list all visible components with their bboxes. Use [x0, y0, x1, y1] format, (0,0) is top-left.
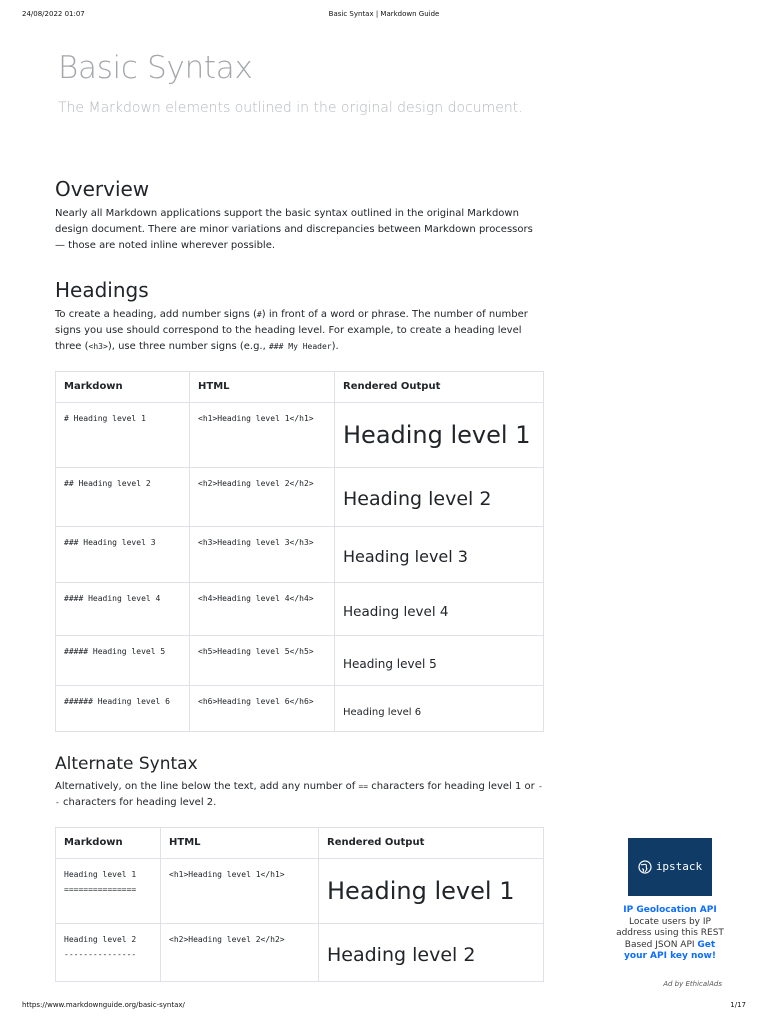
- rendered-heading-3: Heading level 3: [343, 547, 468, 566]
- output-cell: [335, 527, 544, 583]
- print-url: https://www.markdownguide.org/basic-syntax/: [22, 1001, 185, 1009]
- headings-text-a: To create a heading, add number signs (: [55, 309, 257, 320]
- headings-text-c: ), use three number signs (e.g.,: [107, 341, 269, 352]
- alternate-syntax-table: [55, 827, 544, 982]
- ad-body: Locate users by IP address using this REST Based JSON API: [616, 916, 724, 950]
- html-cell: <h6>Heading level 6</h6>: [190, 686, 335, 732]
- table-row: [56, 468, 544, 527]
- article-content: [55, 176, 545, 982]
- inline-code: --: [55, 782, 543, 807]
- html-cell: <h2>Heading level 2</h2>: [161, 924, 319, 982]
- markdown-cell: ### Heading level 3: [56, 527, 190, 583]
- output-cell: [335, 686, 544, 732]
- overview-text: Nearly all Markdown applications support the basic syntax outlined in the original Markdown design document. There are minor variations and discrepancies between Markdown processors — those are noted inline wherever possible.: [55, 208, 533, 251]
- page-subtitle: The Markdown elements outlined in the original design document.: [58, 100, 523, 116]
- output-cell: [319, 924, 544, 982]
- print-doc-title: Basic Syntax | Markdown Guide: [328, 10, 440, 18]
- markdown-cell: #### Heading level 4: [56, 583, 190, 636]
- headings-heading: Headings: [55, 278, 149, 302]
- rendered-heading-5: Heading level 5: [343, 657, 437, 671]
- output-cell: [319, 859, 544, 924]
- rendered-heading-2: Heading level 2: [327, 944, 476, 966]
- ad-title-link[interactable]: IP Geolocation API: [623, 905, 717, 915]
- html-cell: <h1>Heading level 1</h1>: [190, 403, 335, 468]
- column-header: Markdown: [56, 828, 161, 859]
- table-row: [56, 527, 544, 583]
- column-header: Rendered Output: [335, 372, 544, 403]
- print-datetime: 24/08/2022 01:07: [22, 10, 85, 18]
- html-cell: <h4>Heading level 4</h4>: [190, 583, 335, 636]
- rendered-heading-1: Heading level 1: [343, 421, 531, 449]
- column-header: Rendered Output: [319, 828, 544, 859]
- output-cell: [335, 468, 544, 527]
- markdown-cell: ###### Heading level 6: [56, 686, 190, 732]
- ad-text: [614, 905, 726, 963]
- alternate-text-c: characters for heading level 2.: [59, 797, 217, 808]
- markdown-cell: Heading level 2 ---------------: [56, 924, 161, 982]
- headings-table: [55, 371, 544, 732]
- inline-code: ### My Header: [268, 342, 332, 351]
- globe-icon: [638, 860, 652, 874]
- overview-heading: Overview: [55, 177, 150, 201]
- print-page-number: 1/17: [730, 1001, 746, 1009]
- html-cell: <h2>Heading level 2</h2>: [190, 468, 335, 527]
- headings-text-d: ).: [331, 341, 339, 352]
- ad-cta-link[interactable]: Get your API key now!: [624, 939, 716, 961]
- markdown-cell: ##### Heading level 5: [56, 636, 190, 686]
- column-header: HTML: [190, 372, 335, 403]
- markdown-cell: ## Heading level 2: [56, 468, 190, 527]
- ipstack-logo-text: ipstack: [655, 860, 703, 874]
- markdown-cell: Heading level 1 ===============: [56, 859, 161, 924]
- headings-text: [55, 307, 545, 355]
- rendered-heading-4: Heading level 4: [343, 604, 449, 620]
- table-row: [56, 403, 544, 468]
- alternate-syntax-heading: Alternate Syntax: [55, 754, 198, 774]
- ipstack-logo[interactable]: [628, 838, 712, 896]
- html-cell: <h3>Heading level 3</h3>: [190, 527, 335, 583]
- inline-code: <h3>: [88, 342, 108, 351]
- table-row: [56, 583, 544, 636]
- alternate-syntax-text: [55, 779, 545, 811]
- output-cell: [335, 403, 544, 468]
- html-cell: <h5>Heading level 5</h5>: [190, 636, 335, 686]
- table-header-row: [56, 372, 544, 403]
- output-cell: [335, 583, 544, 636]
- column-header: Markdown: [56, 372, 190, 403]
- table-row: [56, 859, 544, 924]
- table-header-row: [56, 828, 544, 859]
- inline-code: ==: [358, 782, 369, 791]
- alternate-text-a: Alternatively, on the line below the text, add any number of: [55, 781, 359, 792]
- table-row: [56, 686, 544, 732]
- rendered-heading-6: Heading level 6: [343, 707, 422, 718]
- markdown-cell: # Heading level 1: [56, 403, 190, 468]
- rendered-heading-1: Heading level 1: [327, 877, 515, 905]
- table-row: [56, 636, 544, 686]
- table-row: [56, 924, 544, 982]
- ad-credit[interactable]: Ad by EthicalAds: [663, 980, 722, 988]
- column-header: HTML: [161, 828, 319, 859]
- headings-text-b: ) in front of a word or phrase. The number of number signs you use should correspond to the heading level. For example, to create a heading level three (: [55, 309, 528, 352]
- output-cell: [335, 636, 544, 686]
- alternate-text-b: characters for heading level 1 or: [368, 781, 538, 792]
- html-cell: <h1>Heading level 1</h1>: [161, 859, 319, 924]
- ethical-ad[interactable]: [614, 838, 726, 963]
- page-title: Basic Syntax: [58, 50, 253, 86]
- inline-code: #: [256, 310, 262, 319]
- rendered-heading-2: Heading level 2: [343, 488, 492, 510]
